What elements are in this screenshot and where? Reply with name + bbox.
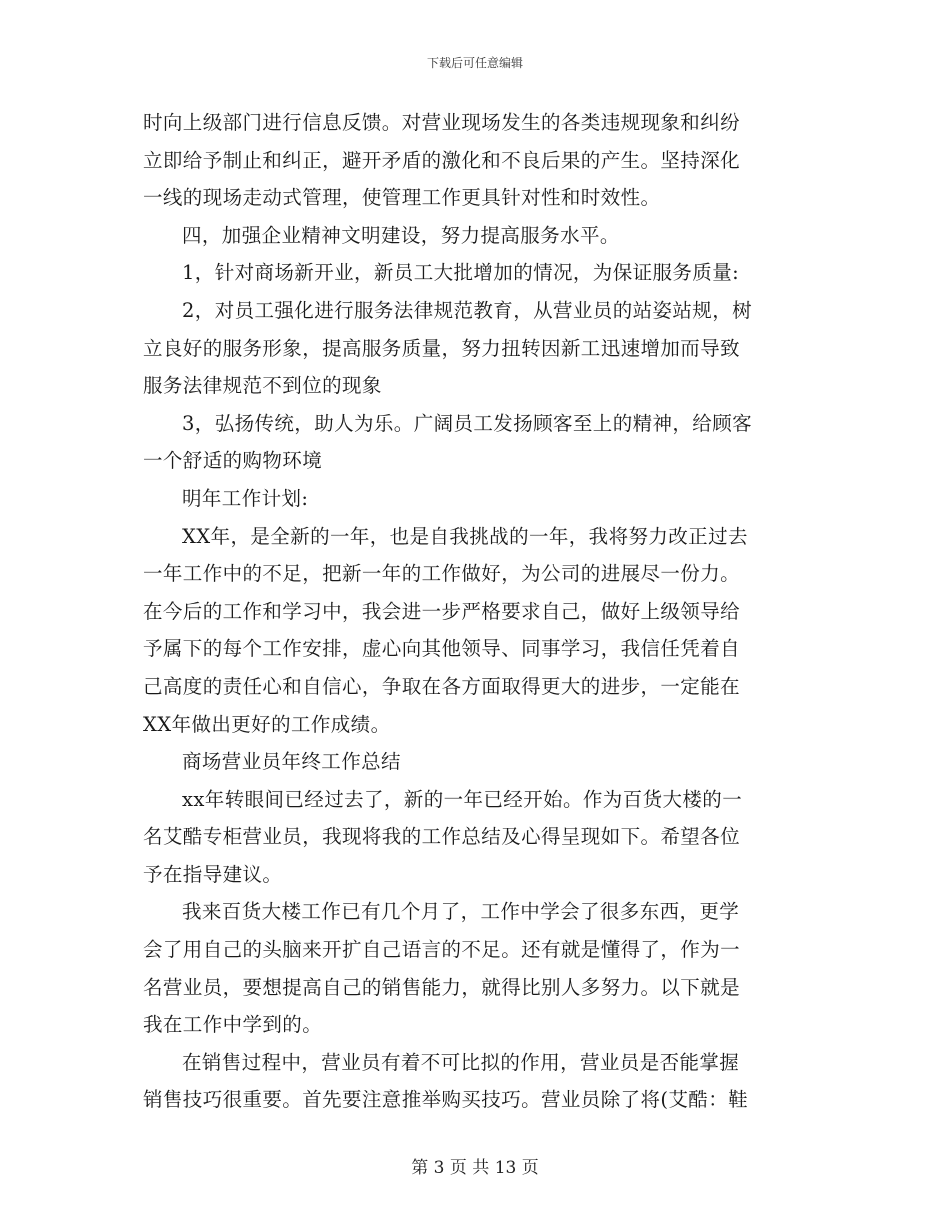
text-line: 会了用自己的头脑来开扩自己语言的不足。还有就是懂得了，作为一 bbox=[143, 938, 741, 962]
text-line: 我在工作中学到的。 bbox=[143, 1013, 323, 1037]
page-header: 下载后可任意编辑 bbox=[426, 56, 523, 70]
text-line: 一个舒适的购物环境 bbox=[143, 449, 323, 473]
text-line: XX年做出更好的工作成绩。 bbox=[143, 712, 391, 736]
text-line: 立良好的服务形象，提高服务质量，努力扭转因新工迅速增加而导致 bbox=[143, 336, 741, 360]
text-line: 名营业员，要想提高自己的销售能力，就得比别人多努力。以下就是 bbox=[143, 975, 741, 999]
text-line: 1，针对商场新开业，新员工大批增加的情况，为保证服务质量: bbox=[182, 261, 740, 285]
text-line: 3，弘扬传统，助人为乐。广阔员工发扬顾客至上的精神，给顾客 bbox=[182, 411, 753, 435]
text-line: xx年转眼间已经过去了，新的一年已经开始。作为百货大楼的一 bbox=[182, 787, 743, 811]
text-line: 四，加强企业精神文明建设，努力提高服务水平。 bbox=[182, 223, 620, 247]
text-line: 销售技巧很重要。首先要注意推举购买技巧。营业员除了将(艾酷：鞋 bbox=[143, 1088, 749, 1112]
text-line: 予在指导建议。 bbox=[143, 862, 283, 886]
text-line: 我来百货大楼工作已有几个月了，工作中学会了很多东西，更学 bbox=[182, 900, 740, 924]
text-line: 立即给予制止和纠正，避开矛盾的激化和不良后果的产生。坚持深化 bbox=[143, 148, 741, 172]
text-line: 予属下的每个工作安排，虚心向其他领导、同事学习，我信任凭着自 bbox=[143, 637, 741, 661]
section-heading: 商场营业员年终工作总结 bbox=[182, 750, 401, 774]
text-line: 名艾酷专柜营业员，我现将我的工作总结及心得呈现如下。希望各位 bbox=[143, 825, 741, 849]
text-line: 时向上级部门进行信息反馈。对营业现场发生的各类违规现象和纠纷 bbox=[143, 111, 741, 134]
text-line: 2，对员工强化进行服务法律规范教育，从营业员的站姿站规，树 bbox=[182, 298, 753, 322]
section-heading: 明年工作计划: bbox=[182, 486, 309, 510]
text-line: 一线的现场走动式管理，使管理工作更具针对性和时效性。 bbox=[143, 186, 661, 210]
text-line: 己高度的责任心和自信心，争取在各方面取得更大的进步，一定能在 bbox=[143, 674, 741, 698]
text-line: 在销售过程中，营业员有着不可比拟的作用，营业员是否能掌握 bbox=[182, 1050, 740, 1074]
page-footer: 第 3 页 共 13 页 bbox=[411, 1158, 539, 1178]
text-line: XX年，是全新的一年，也是自我挑战的一年，我将努力改正过去 bbox=[182, 524, 748, 548]
text-line: 服务法律规范不到位的现象 bbox=[143, 374, 382, 398]
document-body bbox=[143, 104, 807, 1119]
text-line: 一年工作中的不足，把新一年的工作做好，为公司的进展尽一份力。 bbox=[143, 562, 741, 586]
text-line: 在今后的工作和学习中，我会进一步严格要求自己，做好上级领导给 bbox=[143, 599, 741, 623]
